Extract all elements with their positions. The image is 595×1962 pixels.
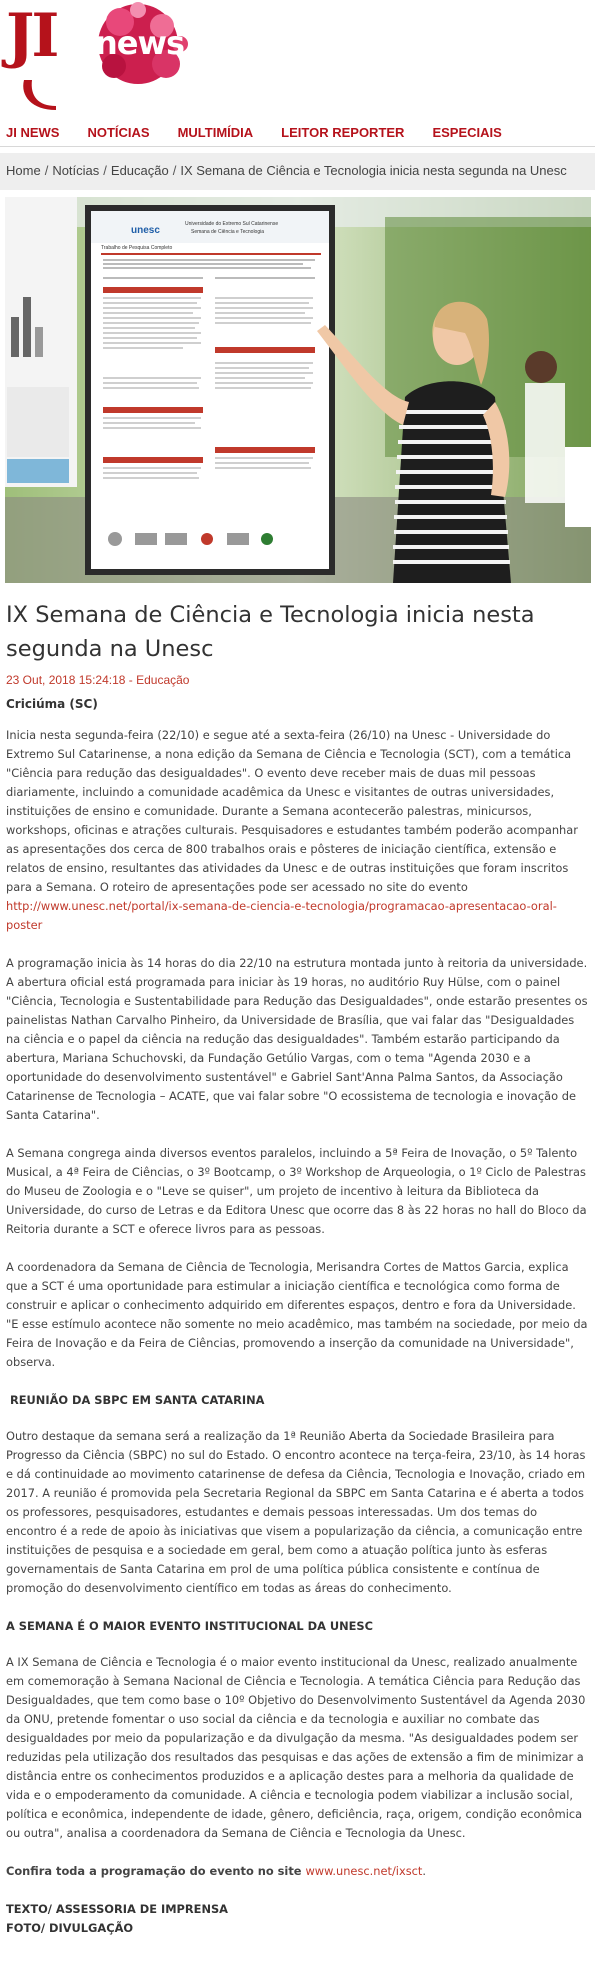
nav-item-especiais[interactable]: ESPECIAIS	[432, 125, 502, 140]
article-paragraph: A coordenadora da Semana de Ciência de Tecnologia, Merisandra Cortes de Mattos Garcia, explica que a SCT é uma oportunidade para estimular a iniciação científica e tecnológica como forma de construir e aplicar o conhecimento adquirido em diferentes espaços, dentro e fora da Universidade. "E esse estímulo acontece não somente no meio acadêmico, mas também na sociedade, por meio da Feira de Inovação e da Feira de Ciências, promovendo a inserção da comunidade na Universidade", observa.	[6, 1260, 588, 1369]
logo-news-text: news	[95, 24, 185, 62]
article-body	[6, 726, 591, 1938]
article-meta: 23 Out, 2018 15:24:18 - Educação	[6, 673, 190, 687]
nav-item-ji-news[interactable]: JI NEWS	[6, 125, 60, 140]
breadcrumb-noticias[interactable]: Notícias	[52, 163, 100, 178]
program-text: Confira toda a programação do evento no site	[6, 1864, 306, 1878]
article-paragraph: A Semana congrega ainda diversos eventos paralelos, incluindo a 5ª Feira de Inovação, o 5º Talento Musical, a 4ª Feira de Ciências, o 3º Bootcamp, o 3º Workshop de Arqueologia, o 1º Ciclo de Palestras do Museu de Zoologia e o "Leve se quiser", um projeto de incentivo à leitura da Biblioteca da Universidade, do curso de Letras e da Editora Unesc que ocorre das 8 às 22 horas no hall do Bloco da Reitoria durante a SCT e oferece livros para as pessoas.	[6, 1146, 587, 1236]
article-paragraph: Outro destaque da semana será a realização da 1ª Reunião Aberta da Sociedade Brasileira para Progresso da Ciência (SBPC) no sul do Estado. O encontro acontece na terça-feira, 23/10, às 14 horas e dá continuidade ao movimento catarinense de defesa da Ciência, Tecnologia e Inovação, criado em 2017. A reunião é promovida pela Secretaria Regional da SBPC em Santa Catarina e é aberta a todos os professores, pesquisadores, estudantes e demais pessoas interessadas. Um dos temas do encontro é a rede de apoio às iniciativas que visem a popularização da ciência, a comunicação entre instituições de pesquisa e a sociedade em geral, bem como a atuação política junto às esferas governamentais de Santa Catarina em prol de uma política pública consistente e contínua de promoção do desenvolvimento científico em todas as áreas do conhecimento.	[6, 1429, 586, 1595]
section-heading-sbpc: REUNIÃO DA SBPC EM SANTA CATARINA	[10, 1393, 265, 1407]
poster-title: Universidade do Extremo Sul Catarinense	[185, 221, 279, 227]
program-end: .	[422, 1864, 426, 1878]
article-paragraph	[6, 726, 591, 935]
nav-item-multimidia[interactable]: MULTIMÍDIA	[177, 125, 254, 140]
hero-photo	[5, 197, 591, 583]
credit-text: TEXTO/ ASSESSORIA DE IMPRENSA	[6, 1902, 228, 1916]
article-city: Criciúma (SC)	[6, 697, 98, 711]
article-paragraph: A IX Semana de Ciência e Tecnologia é o maior evento institucional da Unesc, realizado anualmente em comemoração à Semana Nacional de Ciência e Tecnologia. A temática Ciência para Redução das Desigualdades, que tem como base o 10º Objetivo do Desenvolvimento Sustentável da Agenda 2030 da ONU, pretende fomentar o uso social da ciência e da tecnologia e auxiliar no combate das desigualdades por meio da popularização e da divulgação da mesma. "As desigualdades podem ser reduzidas pela utilização dos resultados das pesquisas e das ações de extensão a fim de minimizar a distância entre os conhecimentos produzidos e a aplicação destes para a melhoria da qualidade de vida e o empoderamento da comunidade. A ciência e tecnologia podem viabilizar a inclusão social, política e econômica, independente de idade, gênero, deficiência, raça, origem, condição econômica ou outra", analisa a coordenadora da Semana de Ciência e Tecnologia da Unesc.	[6, 1655, 586, 1840]
breadcrumb-educacao[interactable]: Educação	[110, 163, 169, 178]
main-nav	[0, 121, 595, 147]
breadcrumb-separator: /	[103, 163, 107, 178]
logo-ji-text: JI	[6, 1, 57, 71]
article-paragraph-program	[6, 1862, 591, 1881]
poster-subtitle: Semana de Ciência e Tecnologia	[191, 229, 265, 235]
breadcrumb	[0, 153, 595, 190]
paragraph-text: Inicia nesta segunda-feira (22/10) e segue até a sexta-feira (26/10) na Unesc - Universidade do Extremo Sul Catarinense, a nona edição da Semana de Ciência e Tecnologia (SCT), com a temática "Ciência para redução das desigualdades". O evento deve receber mais de duas mil pessoas diariamente, incluindo a comunidade acadêmica da Unesc e visitantes de outras universidades, instituições de ensino e comunidade. Durante a Semana acontecerão palestras, minicursos, workshops, oficinas e atrações culturais. Pesquisadores e estudantes também poderão acompanhar as apresentações dos cerca de 800 trabalhos orais e pôsteres de iniciação científica, extensão e relatos de ensino, resultantes das atividades da Unesc e de outras instituições que foram inscritos para a Semana. O roteiro de apresentações pode ser acessado no site do evento	[6, 728, 578, 894]
logo-tail-icon	[16, 78, 86, 114]
poster-org: unesc	[131, 225, 160, 236]
article-title: IX Semana de Ciência e Tecnologia inicia nesta segunda na Unesc	[6, 602, 535, 662]
hero-photo-illustration	[5, 197, 591, 583]
site-header	[0, 0, 595, 118]
breadcrumb-home[interactable]: Home	[6, 163, 41, 178]
breadcrumb-separator: /	[44, 163, 49, 178]
article-paragraph: A programação inicia às 14 horas do dia 22/10 na estrutura montada junto à reitoria da universidade. A abertura oficial está programada para iniciar às 19 horas, no auditório Ruy Hülse, com o painel "Ciência, Tecnologia e Sustentabilidade para Redução das Desigualdades", onde estarão presentes os painelistas Nathan Carvalho Pinheiro, da Universidade de Brasília, que vai falar das "Desigualdades na ciência e o papel da ciência na redução das desigualdades". Também estarão participando da abertura, Mariana Schuchovski, da Fundação Getúlio Vargas, com o tema "Agenda 2030 e a oportunidade do desenvolvimento sustentável" e Gabriel Sant'Anna Palma Santos, da Associação Catarinense de Tecnologia – ACATE, que vai falar sobre "O ecossistema de tecnologia e inovação de Santa Catarina".	[6, 956, 588, 1122]
nav-item-leitor-reporter[interactable]: LEITOR REPORTER	[281, 125, 405, 140]
credit-photo: FOTO/ DIVULGAÇÃO	[6, 1921, 134, 1935]
breadcrumb-current: IX Semana de Ciência e Tecnologia inicia nesta segunda na Unesc	[180, 163, 567, 178]
program-link[interactable]: http://www.unesc.net/portal/ix-semana-de-ciencia-e-tecnologia/programacao-apresentacao-oral-poster	[6, 899, 557, 932]
poster-heading: Trabalho de Pesquisa Completo	[101, 245, 173, 251]
site-logo[interactable]	[4, 0, 204, 118]
breadcrumb-separator: /	[172, 163, 177, 178]
ixsct-link[interactable]: www.unesc.net/ixsct	[305, 1864, 423, 1878]
section-heading-semana: A SEMANA É O MAIOR EVENTO INSTITUCIONAL DA UNESC	[6, 1619, 373, 1633]
nav-item-noticias[interactable]: NOTÍCIAS	[87, 125, 150, 140]
